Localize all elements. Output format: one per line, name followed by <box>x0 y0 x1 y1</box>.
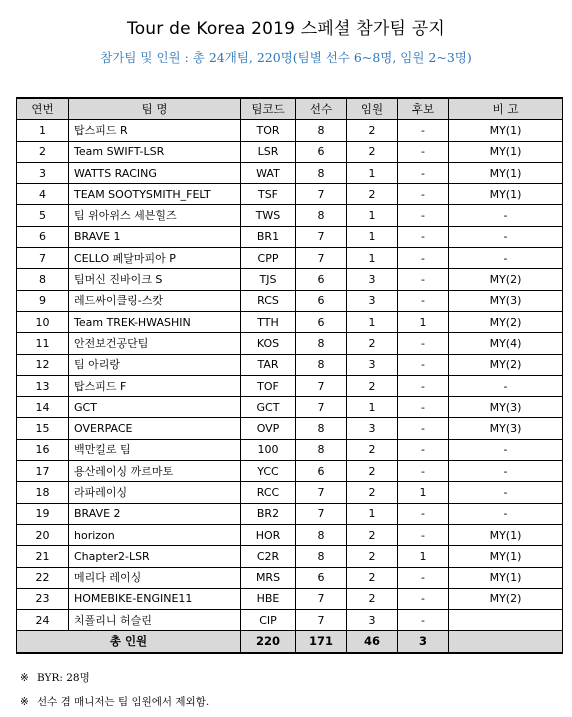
cell-riders: 7 <box>296 375 347 396</box>
cell-index: 17 <box>17 461 69 482</box>
cell-remarks: - <box>449 461 563 482</box>
cell-team-code: 100 <box>241 439 296 460</box>
cell-remarks: MY(3) <box>449 290 563 311</box>
note-text: 선수 겸 매니저는 팀 임원에서 제외함. <box>37 696 210 708</box>
cell-team-code: RCS <box>241 290 296 311</box>
cell-riders: 7 <box>296 226 347 247</box>
cell-staff: 1 <box>347 226 398 247</box>
cell-reserves: - <box>398 524 449 545</box>
cell-riders: 7 <box>296 184 347 205</box>
cell-reserves: - <box>398 205 449 226</box>
cell-team-code: TTH <box>241 311 296 332</box>
table-row <box>17 588 563 609</box>
cell-reserves: - <box>398 184 449 205</box>
total-staff: 46 <box>347 631 398 653</box>
cell-index: 10 <box>17 311 69 332</box>
cell-reserves: - <box>398 588 449 609</box>
table-total-row <box>17 631 563 653</box>
header-remarks: 비 고 <box>449 98 563 120</box>
cell-index: 7 <box>17 248 69 269</box>
cell-team-name: 메리다 레이싱 <box>69 567 241 588</box>
cell-index: 8 <box>17 269 69 290</box>
cell-team-code: KOS <box>241 333 296 354</box>
team-roster-table <box>16 97 563 654</box>
cell-staff: 3 <box>347 418 398 439</box>
cell-team-code: BR1 <box>241 226 296 247</box>
cell-staff: 3 <box>347 354 398 375</box>
cell-team-code: TJS <box>241 269 296 290</box>
cell-index: 1 <box>17 120 69 141</box>
table-row <box>17 397 563 418</box>
cell-team-code: WAT <box>241 162 296 183</box>
cell-remarks: MY(1) <box>449 546 563 567</box>
cell-remarks: MY(2) <box>449 354 563 375</box>
cell-index: 13 <box>17 375 69 396</box>
cell-riders: 7 <box>296 482 347 503</box>
cell-riders: 6 <box>296 567 347 588</box>
header-staff: 임원 <box>347 98 398 120</box>
cell-riders: 8 <box>296 162 347 183</box>
cell-team-code: CPP <box>241 248 296 269</box>
total-team-code: 220 <box>241 631 296 653</box>
cell-reserves: 1 <box>398 311 449 332</box>
cell-staff: 2 <box>347 524 398 545</box>
note-mark: ※ <box>20 672 29 684</box>
cell-remarks: MY(2) <box>449 588 563 609</box>
cell-riders: 7 <box>296 610 347 631</box>
cell-reserves: - <box>398 461 449 482</box>
cell-staff: 1 <box>347 205 398 226</box>
cell-riders: 6 <box>296 290 347 311</box>
cell-team-code: TOF <box>241 375 296 396</box>
cell-reserves: - <box>398 269 449 290</box>
cell-riders: 8 <box>296 333 347 354</box>
header-reserves: 후보 <box>398 98 449 120</box>
cell-reserves: 1 <box>398 546 449 567</box>
cell-remarks: - <box>449 248 563 269</box>
table-row <box>17 503 563 524</box>
cell-team-name: Team SWIFT-LSR <box>69 141 241 162</box>
cell-team-name: OVERPACE <box>69 418 241 439</box>
cell-reserves: - <box>398 120 449 141</box>
note-text: BYR: 28명 <box>37 672 90 684</box>
cell-remarks: - <box>449 439 563 460</box>
cell-team-code: TAR <box>241 354 296 375</box>
cell-index: 21 <box>17 546 69 567</box>
cell-team-name: BRAVE 2 <box>69 503 241 524</box>
note-byr <box>20 666 560 690</box>
cell-riders: 8 <box>296 205 347 226</box>
note-manager <box>20 690 560 714</box>
cell-riders: 8 <box>296 120 347 141</box>
table-row <box>17 248 563 269</box>
cell-team-code: TOR <box>241 120 296 141</box>
cell-index: 20 <box>17 524 69 545</box>
cell-index: 15 <box>17 418 69 439</box>
table-row <box>17 290 563 311</box>
cell-remarks: MY(1) <box>449 120 563 141</box>
cell-team-code: CIP <box>241 610 296 631</box>
cell-reserves: - <box>398 439 449 460</box>
cell-team-name: CELLO 페달마피아 P <box>69 248 241 269</box>
page-subtitle: 참가팀 및 인원 : 총 24개팀, 220명(팀별 선수 6~8명, 임원 2~3명) <box>100 50 472 65</box>
cell-staff: 2 <box>347 333 398 354</box>
cell-riders: 8 <box>296 418 347 439</box>
table-row <box>17 269 563 290</box>
table-row <box>17 141 563 162</box>
cell-index: 23 <box>17 588 69 609</box>
cell-remarks: - <box>449 482 563 503</box>
cell-index: 5 <box>17 205 69 226</box>
cell-team-name: 탑스피드 R <box>69 120 241 141</box>
cell-remarks: MY(1) <box>449 184 563 205</box>
cell-reserves: - <box>398 141 449 162</box>
header-team-code: 팀코드 <box>241 98 296 120</box>
cell-riders: 8 <box>296 524 347 545</box>
cell-staff: 1 <box>347 397 398 418</box>
table-body <box>17 120 563 631</box>
cell-riders: 6 <box>296 461 347 482</box>
cell-remarks: MY(3) <box>449 397 563 418</box>
cell-team-code: LSR <box>241 141 296 162</box>
table-row <box>17 375 563 396</box>
cell-team-name: HOMEBIKE-ENGINE11 <box>69 588 241 609</box>
cell-index: 22 <box>17 567 69 588</box>
cell-team-name: 용산레이싱 까르마토 <box>69 461 241 482</box>
cell-team-name: 라파레이싱 <box>69 482 241 503</box>
cell-reserves: - <box>398 226 449 247</box>
cell-reserves: - <box>398 418 449 439</box>
notes <box>20 666 560 714</box>
cell-index: 6 <box>17 226 69 247</box>
cell-staff: 2 <box>347 375 398 396</box>
table-row <box>17 567 563 588</box>
cell-staff: 3 <box>347 610 398 631</box>
table-row <box>17 482 563 503</box>
cell-team-code: TSF <box>241 184 296 205</box>
cell-remarks: - <box>449 205 563 226</box>
cell-team-name: Team TREK-HWASHIN <box>69 311 241 332</box>
cell-remarks: MY(2) <box>449 269 563 290</box>
cell-reserves: - <box>398 248 449 269</box>
table-row <box>17 439 563 460</box>
cell-index: 12 <box>17 354 69 375</box>
cell-index: 19 <box>17 503 69 524</box>
cell-riders: 7 <box>296 503 347 524</box>
table-row <box>17 461 563 482</box>
table-row <box>17 226 563 247</box>
cell-index: 3 <box>17 162 69 183</box>
cell-reserves: - <box>398 333 449 354</box>
note-mark: ※ <box>20 696 29 708</box>
cell-team-code: TWS <box>241 205 296 226</box>
cell-team-name: 안전보건공단팀 <box>69 333 241 354</box>
cell-reserves: 1 <box>398 482 449 503</box>
cell-riders: 6 <box>296 311 347 332</box>
cell-reserves: - <box>398 290 449 311</box>
table-row <box>17 333 563 354</box>
cell-index: 14 <box>17 397 69 418</box>
cell-team-code: MRS <box>241 567 296 588</box>
cell-remarks: MY(1) <box>449 141 563 162</box>
cell-team-name: 레드싸이클링-스캇 <box>69 290 241 311</box>
cell-staff: 3 <box>347 290 398 311</box>
cell-staff: 2 <box>347 141 398 162</box>
cell-remarks: MY(1) <box>449 162 563 183</box>
cell-team-code: YCC <box>241 461 296 482</box>
cell-staff: 2 <box>347 482 398 503</box>
cell-reserves: - <box>398 567 449 588</box>
cell-remarks: MY(1) <box>449 524 563 545</box>
cell-staff: 1 <box>347 248 398 269</box>
total-riders: 171 <box>296 631 347 653</box>
table-row <box>17 418 563 439</box>
page-title: Tour de Korea 2019 스페셜 참가팀 공지 <box>127 19 445 39</box>
cell-riders: 8 <box>296 354 347 375</box>
cell-index: 18 <box>17 482 69 503</box>
cell-team-name: 탑스피드 F <box>69 375 241 396</box>
cell-riders: 7 <box>296 248 347 269</box>
cell-team-code: RCC <box>241 482 296 503</box>
cell-remarks: - <box>449 375 563 396</box>
cell-staff: 1 <box>347 503 398 524</box>
cell-staff: 2 <box>347 461 398 482</box>
table-header-row <box>17 98 563 120</box>
cell-staff: 3 <box>347 269 398 290</box>
cell-team-name: GCT <box>69 397 241 418</box>
cell-riders: 7 <box>296 588 347 609</box>
table-row <box>17 610 563 631</box>
cell-team-code: OVP <box>241 418 296 439</box>
cell-index: 2 <box>17 141 69 162</box>
table-row <box>17 205 563 226</box>
cell-riders: 8 <box>296 546 347 567</box>
cell-index: 24 <box>17 610 69 631</box>
cell-team-name: Chapter2-LSR <box>69 546 241 567</box>
cell-team-name: BRAVE 1 <box>69 226 241 247</box>
cell-reserves: - <box>398 397 449 418</box>
cell-team-code: C2R <box>241 546 296 567</box>
cell-remarks: MY(2) <box>449 311 563 332</box>
total-reserves: 3 <box>398 631 449 653</box>
cell-staff: 2 <box>347 588 398 609</box>
cell-team-name: 팀 위아위스 세븐힐즈 <box>69 205 241 226</box>
cell-reserves: - <box>398 375 449 396</box>
cell-staff: 2 <box>347 567 398 588</box>
cell-team-name: WATTS RACING <box>69 162 241 183</box>
header-index: 연번 <box>17 98 69 120</box>
cell-riders: 6 <box>296 269 347 290</box>
cell-riders: 6 <box>296 141 347 162</box>
cell-team-name: 치폴리니 허슬린 <box>69 610 241 631</box>
cell-staff: 2 <box>347 439 398 460</box>
table-row <box>17 546 563 567</box>
cell-reserves: - <box>398 354 449 375</box>
cell-remarks: - <box>449 226 563 247</box>
cell-riders: 7 <box>296 397 347 418</box>
cell-index: 11 <box>17 333 69 354</box>
cell-staff: 2 <box>347 184 398 205</box>
table-row <box>17 120 563 141</box>
cell-team-name: horizon <box>69 524 241 545</box>
cell-remarks: MY(3) <box>449 418 563 439</box>
total-label: 총 인원 <box>17 631 241 653</box>
cell-index: 16 <box>17 439 69 460</box>
table-row <box>17 311 563 332</box>
cell-team-name: 백만킬로 팀 <box>69 439 241 460</box>
cell-index: 9 <box>17 290 69 311</box>
cell-remarks <box>449 610 563 631</box>
cell-team-name: TEAM SOOTYSMITH_FELT <box>69 184 241 205</box>
cell-staff: 1 <box>347 311 398 332</box>
table-row <box>17 184 563 205</box>
cell-remarks: MY(4) <box>449 333 563 354</box>
cell-team-name: 팀머신 진바이크 S <box>69 269 241 290</box>
table-row <box>17 162 563 183</box>
cell-reserves: - <box>398 162 449 183</box>
cell-remarks: - <box>449 503 563 524</box>
cell-riders: 8 <box>296 439 347 460</box>
cell-staff: 1 <box>347 162 398 183</box>
cell-team-code: GCT <box>241 397 296 418</box>
cell-staff: 2 <box>347 120 398 141</box>
cell-team-name: 팀 아리랑 <box>69 354 241 375</box>
cell-team-code: HOR <box>241 524 296 545</box>
cell-team-code: HBE <box>241 588 296 609</box>
table-row <box>17 524 563 545</box>
cell-reserves: - <box>398 503 449 524</box>
header-team-name: 팀 명 <box>69 98 241 120</box>
cell-staff: 2 <box>347 546 398 567</box>
total-remarks <box>449 631 563 653</box>
cell-reserves: - <box>398 610 449 631</box>
header-riders: 선수 <box>296 98 347 120</box>
cell-team-code: BR2 <box>241 503 296 524</box>
cell-index: 4 <box>17 184 69 205</box>
table-row <box>17 354 563 375</box>
cell-remarks: MY(1) <box>449 567 563 588</box>
